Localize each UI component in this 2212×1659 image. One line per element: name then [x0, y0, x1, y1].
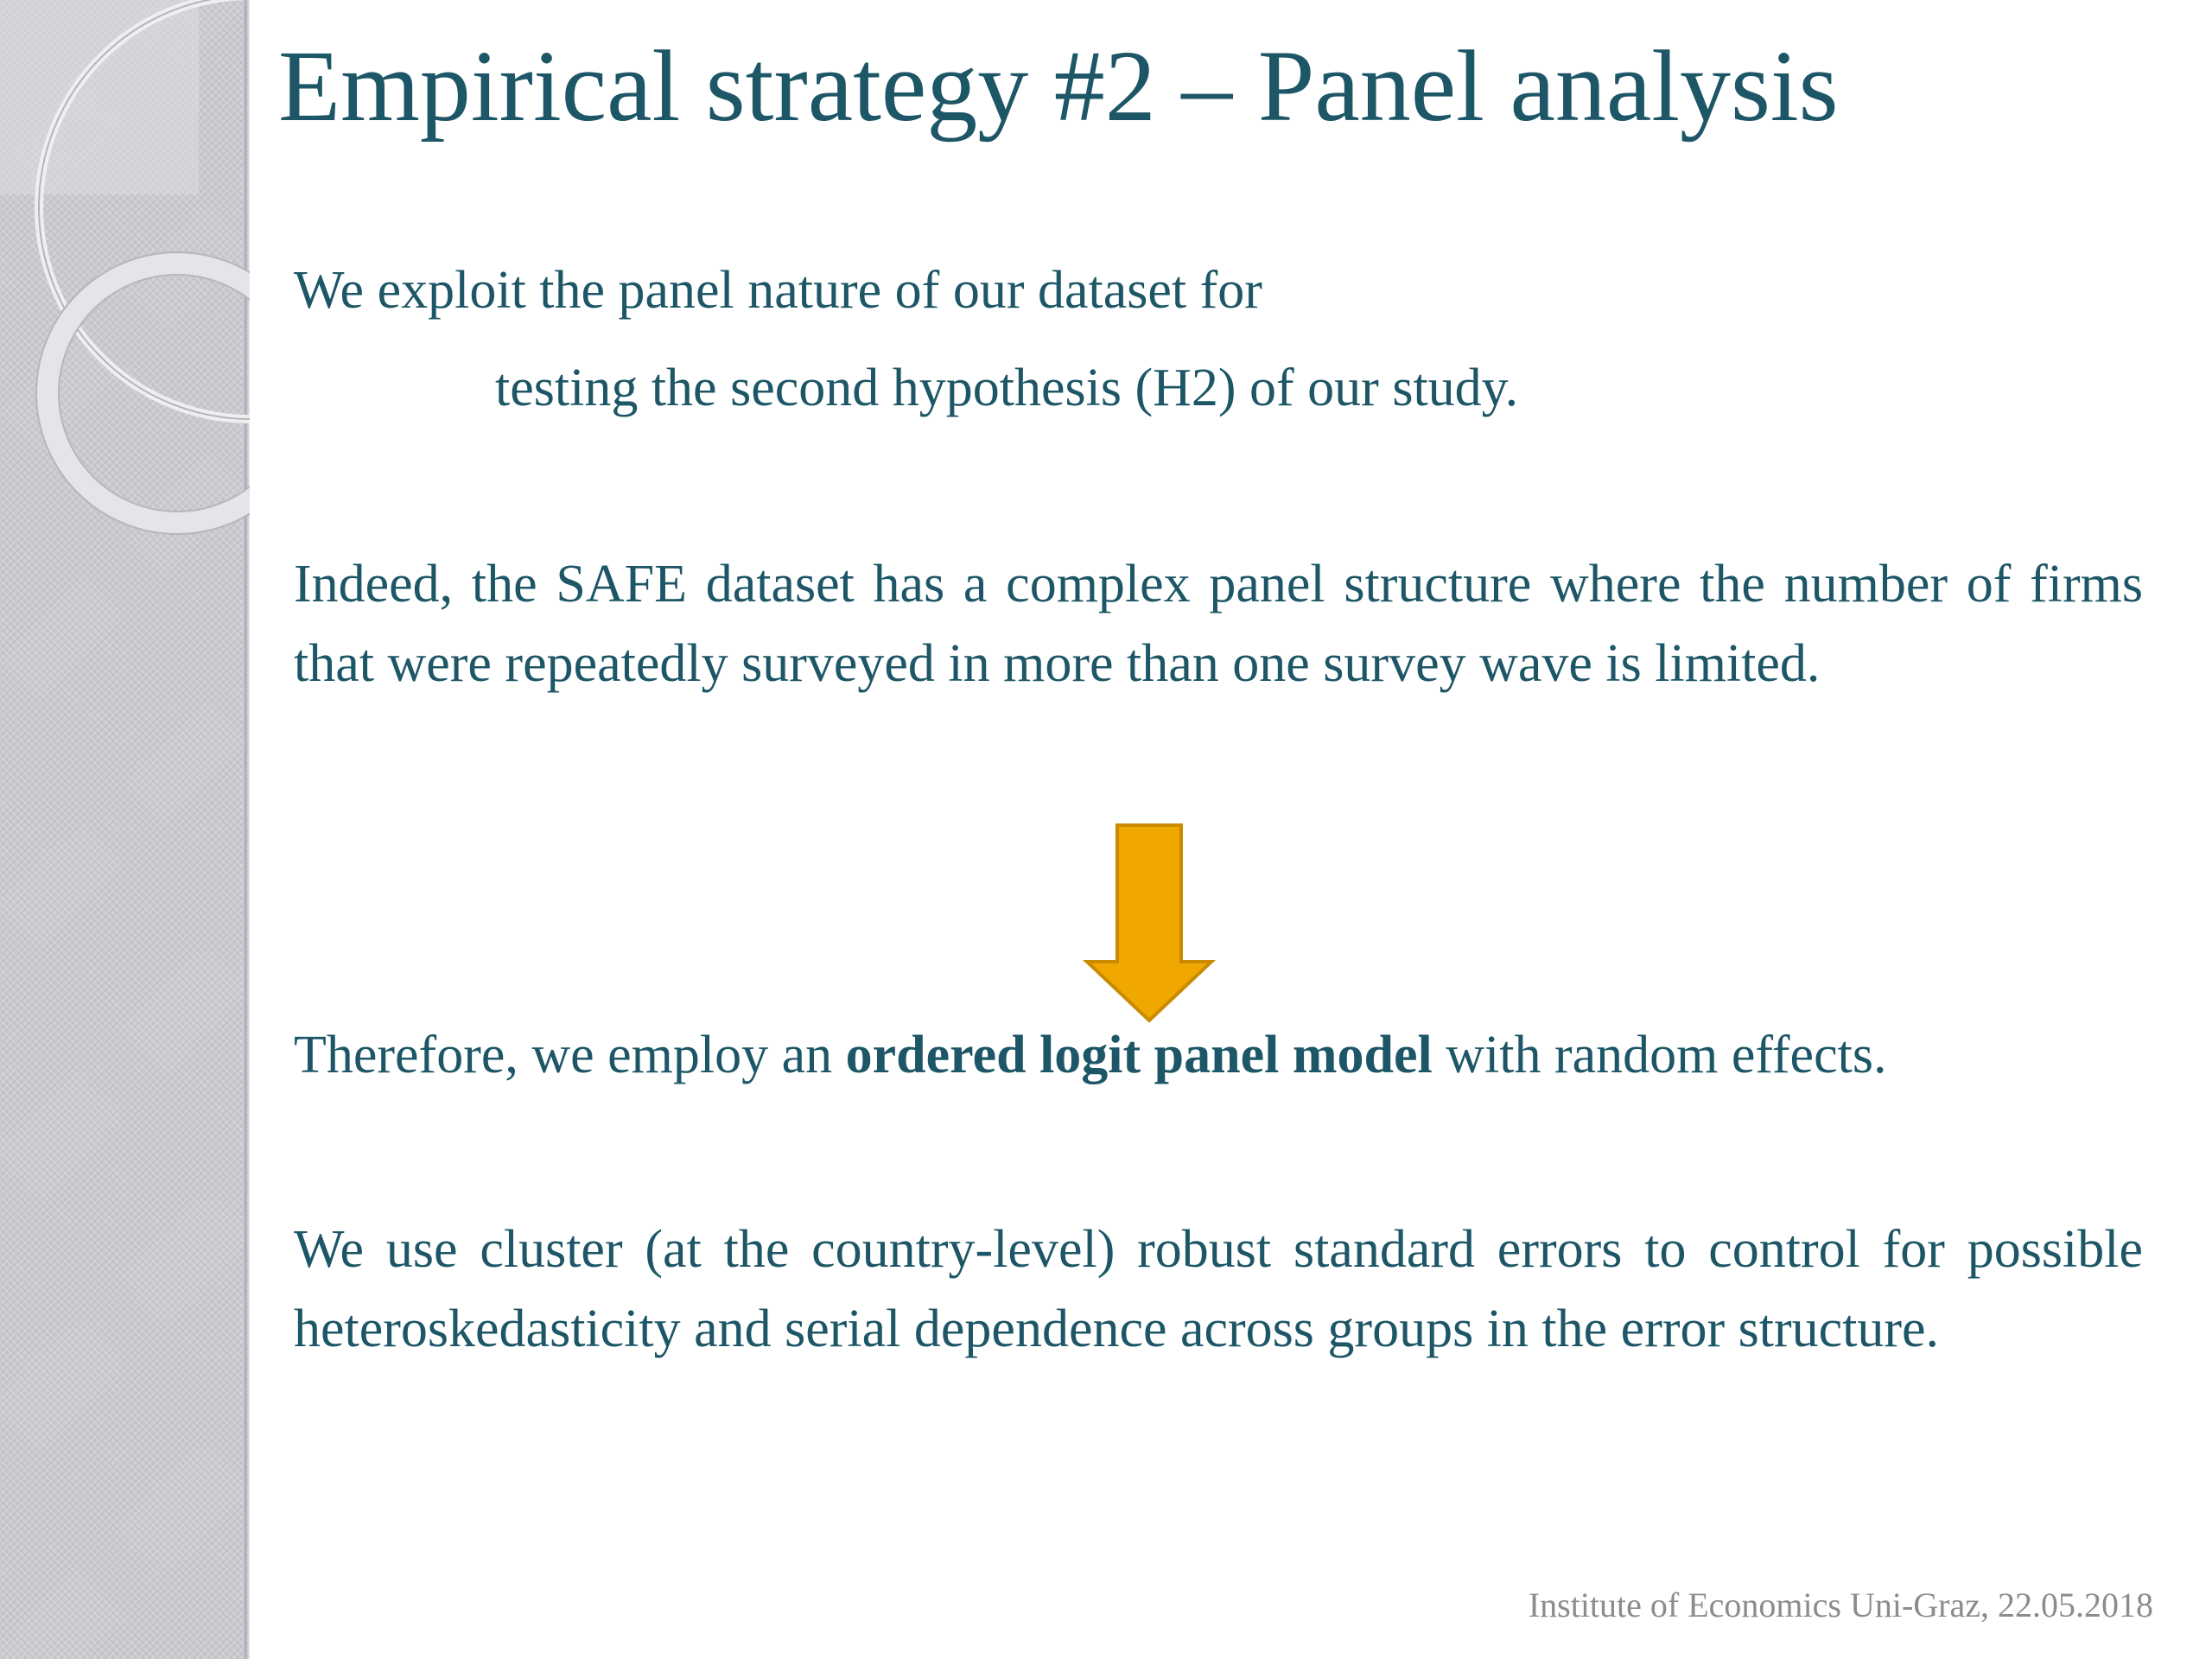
slide-title: Empirical strategy #2 – Panel analysis	[278, 29, 1839, 143]
para-safe-dataset: Indeed, the SAFE dataset has a complex panel structure where the number of firms that were repeatedly surveyed in more than one survey wave is limited.	[294, 555, 2143, 693]
slide-footer: Institute of Economics Uni-Graz, 22.05.2018	[1528, 1586, 2153, 1624]
para-exploit-line1: We exploit the panel nature of our dataset for	[294, 261, 1262, 320]
decorative-rings	[0, 0, 250, 553]
model-name-emphasis: ordered logit panel model	[845, 1026, 1433, 1084]
para-therefore-end: with random effects.	[1432, 1026, 1887, 1084]
para-therefore	[294, 1015, 2143, 1095]
para-exploit-line2: testing the second hypothesis (H2) of our study.	[495, 359, 1519, 417]
para-cluster-errors: We use cluster (at the country-level) robust standard errors to control for possible heteroskedasticity and serial dependence across groups in the error structure.	[294, 1220, 2143, 1358]
down-arrow-icon	[1080, 823, 1218, 1024]
para-therefore-start: Therefore, we employ an	[294, 1026, 846, 1084]
